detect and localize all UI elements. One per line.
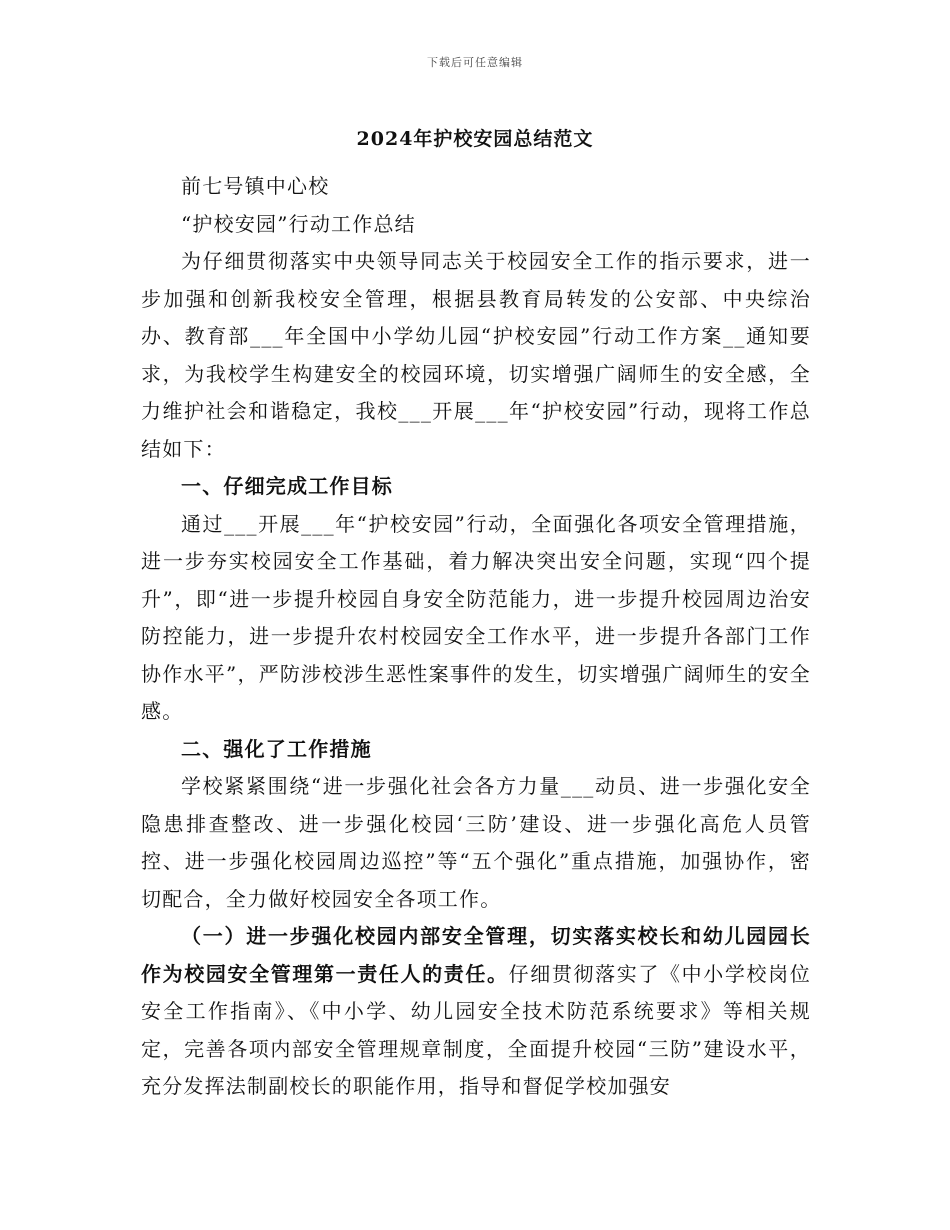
subsection-lead: （一）进一步强化校园内部安全管理，切实落实校长和幼儿园园长作为校园安全管理第一责任人的责任。 <box>141 924 811 986</box>
school-name: 前七号镇中心校 <box>181 174 330 198</box>
intro-paragraph: 为仔细贯彻落实中央领导同志关于校园安全工作的指示要求，进一步加强和创新我校安全管理，根据县教育局转发的公安部、中央综治办、教育部___年全国中小学幼儿园“护校安园”行动工作方案__通知要求，为我校学生构建安全的校园环境，切实增强广阔师生的安全感，全力维护社会和谐稳定，我校___开展___年“护校安园”行动，现将工作总结如下： <box>141 249 811 461</box>
document-title: 2024年护校安园总结范文 <box>356 128 594 150</box>
section-heading-2: 二、强化了工作措施 <box>181 736 372 761</box>
document-body <box>141 168 811 1106</box>
section-heading-1: 一、仔细完成工作目标 <box>181 474 393 498</box>
goal-paragraph: 通过___开展___年“护校安园”行动，全面强化各项安全管理措施，进一步夯实校园安全工作基础，着力解决突出安全问题，实现“四个提升”，即“进一步提升校园自身安全防范能力，进一步提升校园周边治安防控能力，进一步提升农村校园安全工作水平，进一步提升各部门工作协作水平”，严防涉校涉生恶性案事件的发生，切实增强广阔师生的安全感。 <box>141 511 811 723</box>
subsection-paragraph-1 <box>141 918 811 1106</box>
measures-paragraph: 学校紧紧围绕“进一步强化社会各方力量___动员、进一步强化安全隐患排查整改、进一步强化校园‘三防’建设、进一步强化高危人员管控、进一步强化校园周边巡控”等“五个强化”重点措施，加强协作，密切配合，全力做好校园安全各项工作。 <box>141 774 811 911</box>
header-note: 下载后可任意编辑 <box>427 56 523 69</box>
subtitle: “护校安园”行动工作总结 <box>181 211 416 236</box>
subsection-text: 仔细贯彻落实了《中小学校岗位安全工作指南》、《中小学、幼儿园安全技术防范系统要求》等相关规定，完善各项内部安全管理规章制度，全面提升校园“三防”建设水平，充分发挥法制副校长的职能作用，指导和督促学校加强安 <box>141 961 811 1098</box>
